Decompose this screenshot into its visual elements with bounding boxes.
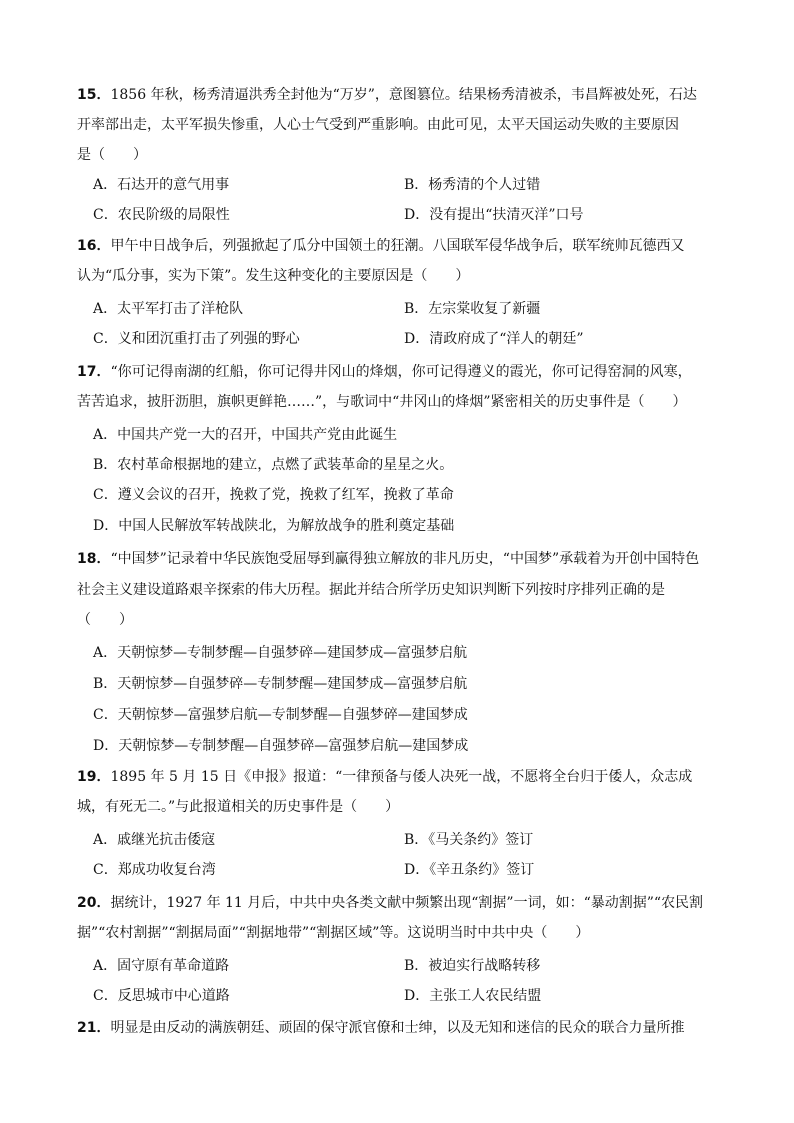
question-19-option-b[interactable]: B．《马关条约》签订 [404,832,534,848]
question-15-line-2: 开率部出走，太平军损失惨重，人心士气受到严重影响。由此可见，太平天国运动失败的主要原因 [77,117,679,133]
question-15-option-d[interactable]: D．没有提出“扶清灭洋”口号 [404,207,584,223]
question-17-option-c[interactable]: C．遵义会议的召开，挽救了党，挽救了红军，挽救了革命 [93,487,454,503]
question-20-line-1: 20．据统计，1927 年 11 月后，中共中央各类文献中频繁出现“割据”一词，如：“暴动割据”“农民割 [77,895,704,911]
question-20-line-2: 据”“农村割据”“割据局面”“割据地带”“割据区域”等。这说明当时中共中央（ ） [77,925,590,941]
question-17-option-a[interactable]: A．中国共产党一大的召开，中国共产党由此诞生 [93,427,398,443]
question-18-option-b[interactable]: B．天朝惊梦—自强梦碎—专制梦醒—建国梦成—富强梦启航 [93,676,468,692]
question-16-option-a[interactable]: A．太平军打击了洋枪队 [93,301,244,317]
question-17-line-2: 苦苦追求，披肝沥胆，旗帜更鲜艳……”，与歌词中“井冈山的烽烟”紧密相关的历史事件是（ ） [77,394,687,410]
question-18-line-2: 社会主义建设道路艰辛探索的伟大历程。据此并结合所学历史知识判断下列按时序排列正确的是 [77,582,665,598]
question-20-option-b[interactable]: B．被迫实行战略转移 [404,958,541,974]
question-number: 21． [77,1020,111,1036]
question-15-option-b[interactable]: B．杨秀清的个人过错 [404,177,541,193]
question-16-option-b[interactable]: B．左宗棠收复了新疆 [404,301,541,317]
question-15-option-a[interactable]: A．石达开的意气用事 [93,177,230,193]
question-15-line-3: 是（ ） [77,147,147,163]
question-20-option-a[interactable]: A．固守原有革命道路 [93,958,230,974]
question-19-line-2: 城，有死无二。”与此报道相关的历史事件是（ ） [77,799,400,815]
question-19-line-1: 19．1895 年 5 月 15 日《申报》报道：“一律预备与倭人决死一战，不愿将全台归于倭人，众志成 [77,769,693,785]
question-number: 16． [77,238,111,254]
question-number: 19． [77,769,111,785]
question-number: 15． [77,87,111,103]
question-19-option-c[interactable]: C．郑成功收复台湾 [93,862,216,878]
question-21-line-1: 21．明显是由反动的满族朝廷、顽固的保守派官僚和士绅，以及无知和迷信的民众的联合力量所推 [77,1020,685,1036]
question-17-line-1: 17．“你可记得南湖的红船，你可记得井冈山的烽烟，你可记得遵义的霞光，你可记得窑洞的风寒， [77,364,692,380]
question-18-option-d[interactable]: D．天朝惊梦—专制梦醒—自强梦碎—富强梦启航—建国梦成 [93,738,469,754]
question-16-line-1: 16．甲午中日战争后，列强掀起了瓜分中国领土的狂潮。八国联军侵华战争后，联军统帅瓦德西又 [77,238,685,254]
question-16-option-c[interactable]: C．义和团沉重打击了列强的野心 [93,331,300,347]
question-17-option-d[interactable]: D．中国人民解放军转战陕北，为解放战争的胜利奠定基础 [93,518,455,534]
question-17-option-b[interactable]: B．农村革命根据地的建立，点燃了武装革命的星星之火。 [93,457,454,473]
question-20-option-d[interactable]: D．主张工人农民结盟 [404,988,542,1004]
question-16-line-2: 认为“瓜分事，实为下策”。发生这种变化的主要原因是（ ） [77,268,470,284]
question-18-option-a[interactable]: A．天朝惊梦—专制梦醒—自强梦碎—建国梦成—富强梦启航 [93,645,468,661]
question-19-option-a[interactable]: A．戚继光抗击倭寇 [93,832,216,848]
question-15-line-1: 15．1856 年秋，杨秀清逼洪秀全封他为“万岁”，意图篡位。结果杨秀清被杀，韦昌辉被处死，石达 [77,87,697,103]
question-number: 17． [77,364,111,380]
question-19-option-d[interactable]: D．《辛丑条约》签订 [404,862,535,878]
question-18-line-1: 18．“中国梦”记录着中华民族饱受屈辱到赢得独立解放的非凡历史，“中国梦”承载着为开创中国特色 [77,551,700,567]
question-18-line-3: （ ） [77,612,133,628]
question-16-option-d[interactable]: D．清政府成了“洋人的朝廷” [404,331,584,347]
question-number: 20． [77,895,111,911]
question-15-option-c[interactable]: C．农民阶级的局限性 [93,207,230,223]
question-number: 18． [77,551,111,567]
question-18-option-c[interactable]: C．天朝惊梦—富强梦启航—专制梦醒—自强梦碎—建国梦成 [93,707,468,723]
question-20-option-c[interactable]: C．反思城市中心道路 [93,988,230,1004]
